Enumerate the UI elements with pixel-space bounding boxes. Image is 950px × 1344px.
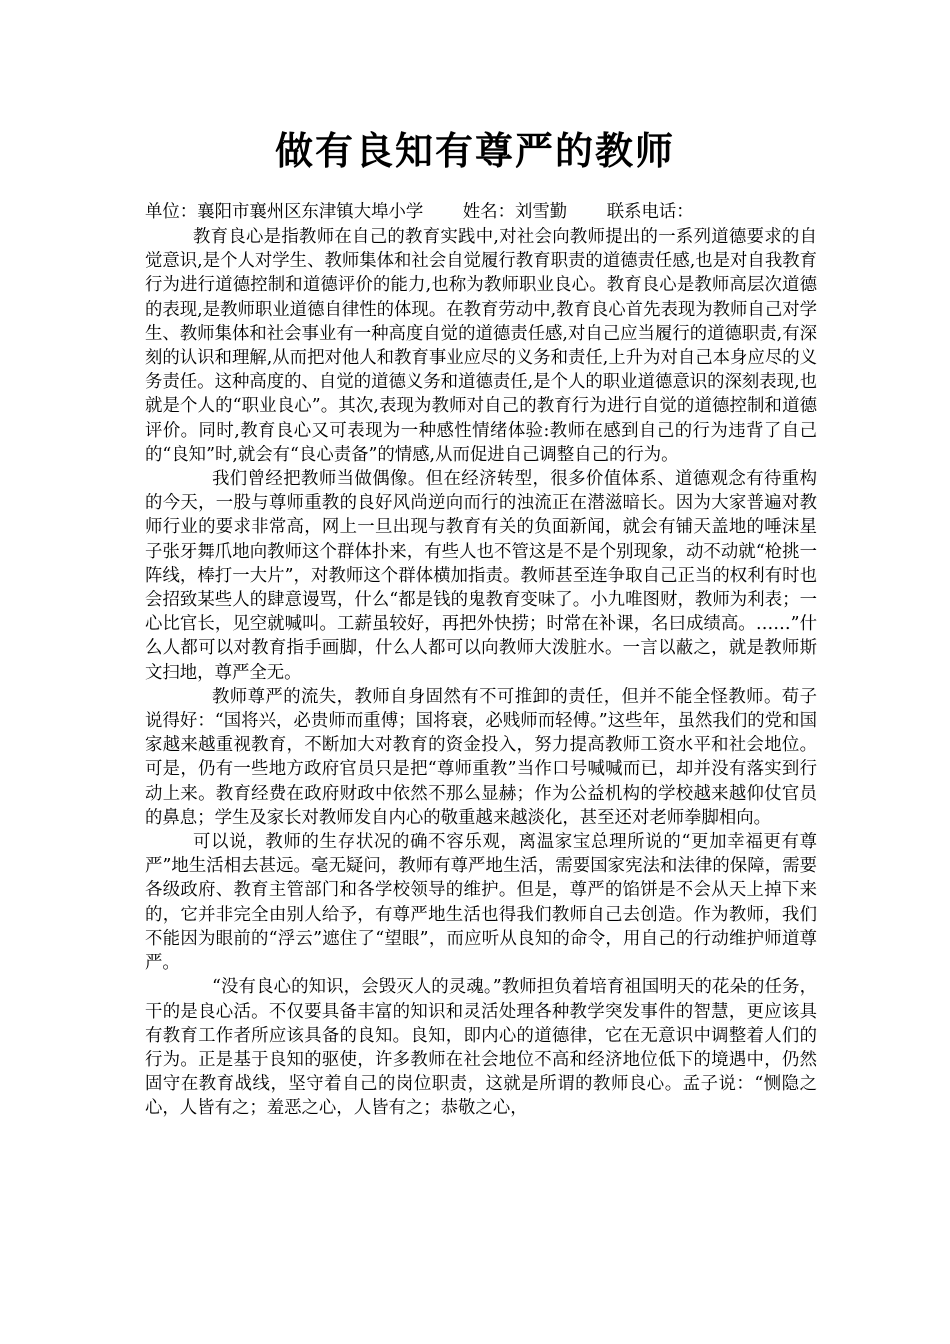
name-label: 姓名：刘雪勤 <box>462 202 568 222</box>
phone-label: 联系电话： <box>606 202 694 222</box>
paragraph-1: 教育良心是指教师在自己的教育实践中,对社会向教师提出的一系列道德要求的自觉意识,是个人对学生、教师集体和社会自觉履行教育职责的道德责任感,也是对自我教育行为进行道德控制和道德评价的能力,也称为教师职业良心。教育良心是教师高层次道德的表现,是教师职业道德自律性的体现。在教育劳动中,教育良心首先表现为教师自己对学生、教师集体和社会事业有一种高度自觉的道德责任感,对自己应当履行的道德职责,有深刻的认识和理解,从而把对他人和教育事业应尽的义务和责任,上升为对自己本身应尽的义务责任。这种高度的、自觉的道德义务和道德责任,是个人的职业道德意识的深刻表现,也就是个人的“职业良心”。其次,表现为教师对自己的教育行为进行自觉的道德控制和道德评价。同时,教育良心又可表现为一种感性情绪体验:教师在感到自己的行为违背了自己的“良知”时,就会有“良心责备”的情感,从而促进自己调整自己的行为。 <box>145 227 817 465</box>
page-title: 做有良知有尊严的教师 <box>274 128 675 173</box>
paragraph-5: “没有良心的知识，会毁灭人的灵魂。”教师担负着培育祖国明天的花朵的任务，干的是良心活。不仅要具备丰富的知识和灵活处理各种教学突发事件的智慧，更应该具有教育工作者所应该具备的良知。良知，即内心的道德律，它在无意识中调整着人们的行为。正是基于良知的驱使，许多教师在社会地位不高和经济地位低下的境遇中，仍然固守在教育战线，坚守着自己的岗位职责，这就是所谓的教师良心。孟子说：“恻隐之心，人皆有之；羞恶之心，人皆有之；恭敬之心， <box>145 977 817 1119</box>
article-body <box>145 225 817 1121</box>
unit-label: 单位：襄阳市襄州区东津镇大埠小学 <box>145 202 424 222</box>
paragraph-4: 可以说，教师的生存状况的确不容乐观，离温家宝总理所说的“更加幸福更有尊严”地生活相去甚远。毫无疑问，教师有尊严地生活，需要国家宪法和法律的保障，需要各级政府、教育主管部门和各学校领导的维护。但是，尊严的馅饼是不会从天上掉下来的，它并非完全由别人给予，有尊严地生活也得我们教师自己去创造。作为教师，我们不能因为眼前的“浮云”遮住了“望眼”，而应听从良知的命令，用自己的行动维护师道尊严。 <box>145 832 817 974</box>
author-info <box>145 200 825 224</box>
paragraph-3: 教师尊严的流失，教师自身固然有不可推卸的责任，但并不能全怪教师。荀子说得好：“国将兴，必贵师而重傅；国将衰，必贱师而轻傅。”这些年，虽然我们的党和国家越来越重视教育，不断加大对教育的资金投入，努力提高教师工资水平和社会地位。可是，仍有一些地方政府官员只是把“尊师重教”当作口号喊喊而已，却并没有落实到行动上来。教育经费在政府财政中依然不那么显赫；作为公益机构的学校越来越仰仗官员的鼻息；学生及家长对教师发自内心的敬重越来越淡化，甚至还对老师拳脚相向。 <box>145 686 817 828</box>
paragraph-2: 我们曾经把教师当做偶像。但在经济转型，很多价值体系、道德观念有待重构的今天，一股与尊师重教的良好风尚逆向而行的浊流正在潜滋暗长。因为大家普遍对教师行业的要求非常高，网上一旦出现与教育有关的负面新闻，就会有铺天盖地的唾沫星子张牙舞爪地向教师这个群体扑来，有些人也不管这是不是个别现象，动不动就“枪挑一阵线，棒打一大片”，对教师这个群体横加指责。教师甚至连争取自己正当的权利有时也会招致某些人的肆意谩骂，什么“都是钱的鬼教育变味了。小九唯图财，教师为利表；一心比官长，见空就喊叫。工薪虽较好，再把外快捞；时常在补课，名曰成绩高。……”什么人都可以对教育指手画脚，什么人都可以向教师大泼脏水。一言以蔽之，就是教师斯文扫地，尊严全无。 <box>145 469 817 683</box>
